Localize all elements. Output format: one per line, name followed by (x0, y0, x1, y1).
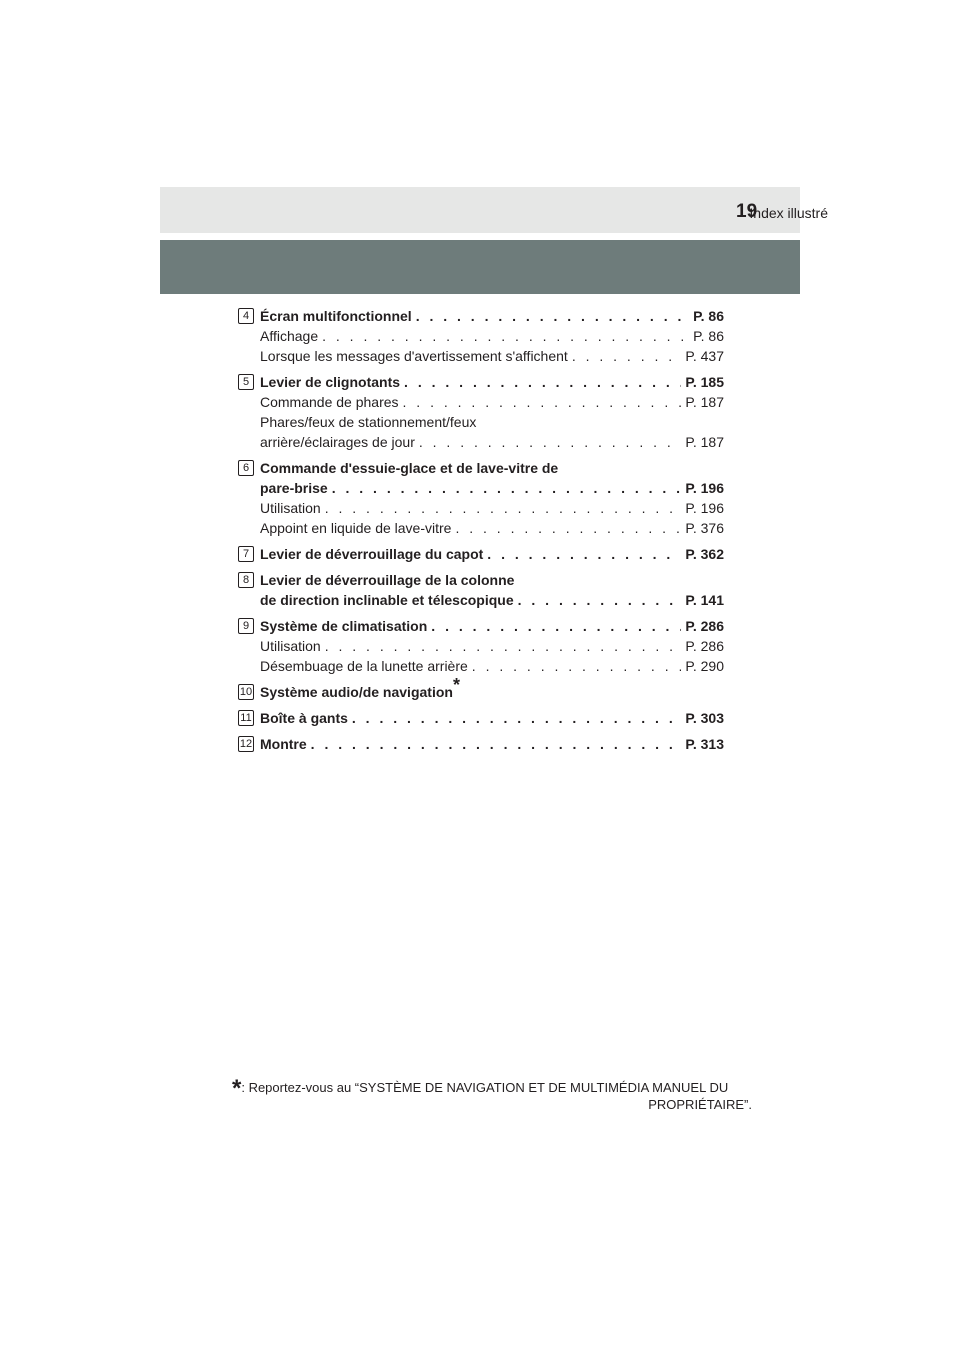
entry-title: Système audio/de navigation (260, 684, 453, 700)
item-number-badge: 5 (238, 374, 254, 390)
item-number-badge: 9 (238, 618, 254, 634)
sub-entry-title: Utilisation (260, 500, 321, 516)
sub-entry-title: Lorsque les messages d'avertissement s'affichent (260, 348, 568, 364)
page-reference: P. 376 (685, 520, 724, 536)
item-number-badge: 10 (239, 686, 253, 698)
index-entry-12 (236, 734, 724, 754)
entry-title: pare-brise (260, 480, 328, 496)
item-number-badge: 8 (238, 572, 254, 588)
index-sub-line[interactable] (260, 326, 724, 346)
index-main-line[interactable] (260, 616, 724, 636)
footnote-text: : Reportez-vous au “SYSTÈME DE NAVIGATION ET DE MULTIMÉDIA MANUEL DU (241, 1080, 729, 1095)
entry-title-line1: Levier de déverrouillage de la colonne (260, 572, 515, 588)
entry-title: Boîte à gants (260, 710, 348, 726)
dot-leader (455, 518, 681, 538)
index-sub-line[interactable] (260, 518, 724, 538)
index-main-line[interactable] (260, 734, 724, 754)
dot-leader (419, 432, 681, 452)
index-main-line[interactable] (260, 544, 724, 564)
page-reference: P. 362 (685, 546, 724, 562)
page-reference: P. 313 (685, 736, 724, 752)
dot-leader (352, 708, 681, 728)
page-reference: P. 86 (693, 328, 724, 344)
index-sub-line[interactable] (260, 636, 724, 656)
dot-leader (472, 656, 682, 676)
page-reference: P. 187 (685, 434, 724, 450)
sub-entry-title: Affichage (260, 328, 319, 344)
footnote-star-icon: * (232, 1075, 242, 1102)
index-entry-8 (236, 570, 724, 610)
page-reference: P. 196 (685, 480, 724, 496)
page-reference: P. 196 (685, 500, 724, 516)
item-number-badge: 12 (239, 738, 253, 750)
index-entry-11 (236, 708, 724, 728)
index-main-line[interactable] (260, 708, 724, 728)
entry-title: Montre (260, 736, 307, 752)
sub-entry-title: arrière/éclairages de jour (260, 434, 415, 450)
page-reference: P. 86 (693, 308, 724, 324)
footnote-star-icon: * (452, 675, 460, 695)
index-main-line[interactable] (260, 478, 724, 498)
index-sub-line[interactable] (260, 432, 724, 452)
index-sub-line[interactable] (260, 346, 724, 366)
dot-leader (404, 372, 681, 392)
entry-title: Système de climatisation (260, 618, 428, 634)
item-number-badge: 7 (238, 546, 254, 562)
page-reference: P. 303 (685, 710, 724, 726)
page-reference: P. 187 (685, 394, 724, 410)
entry-title-line1: Commande d'essuie-glace et de lave-vitre de (260, 460, 559, 476)
dot-leader (325, 498, 682, 518)
header-grey-bar (160, 240, 800, 294)
sub-entry-title: Désembuage de la lunette arrière (260, 658, 468, 674)
entry-title: de direction inclinable et télescopique (260, 592, 514, 608)
index-list (236, 306, 724, 760)
dot-leader (431, 616, 681, 636)
page-reference: P. 185 (685, 374, 724, 390)
index-main-line[interactable] (260, 306, 724, 326)
dot-leader (332, 478, 682, 498)
sub-entry-title: Appoint en liquide de lave-vitre (260, 520, 452, 536)
page-reference: P. 286 (685, 638, 724, 654)
index-main-line[interactable] (260, 372, 724, 392)
index-sub-line[interactable] (260, 656, 724, 676)
page-reference: P. 286 (685, 618, 724, 634)
page-reference: P. 437 (685, 348, 724, 364)
sub-entry-title-line1: Phares/feux de stationnement/feux (260, 414, 477, 430)
footnote-line1 (232, 1075, 752, 1102)
item-number-badge: 4 (238, 308, 254, 324)
index-sub-line[interactable] (260, 392, 724, 412)
sub-entry-title: Utilisation (260, 638, 321, 654)
index-main-line[interactable] (260, 675, 724, 702)
dot-leader (311, 734, 682, 754)
section-title: Index illustré (749, 205, 828, 221)
entry-title: Levier de déverrouillage du capot (260, 546, 484, 562)
entry-title: Levier de clignotants (260, 374, 401, 390)
footnote-line2: PROPRIÉTAIRE”. (648, 1097, 752, 1112)
index-entry-5 (236, 372, 724, 452)
index-entry-4 (236, 306, 724, 366)
page-number: 19 (736, 201, 758, 222)
item-number-badge: 11 (238, 710, 254, 726)
item-number-badge: 6 (238, 460, 254, 476)
index-entry-7 (236, 544, 724, 564)
index-entry-6 (236, 458, 724, 538)
dot-leader (403, 392, 682, 412)
index-entry-10 (236, 675, 724, 702)
entry-title: Écran multifonctionnel (260, 308, 412, 324)
page-reference: P. 290 (685, 658, 724, 674)
index-sub-line[interactable] (260, 498, 724, 518)
dot-leader (322, 326, 689, 346)
footnote (232, 1075, 752, 1113)
index-main-line[interactable] (260, 590, 724, 610)
sub-entry-title: Commande de phares (260, 394, 399, 410)
dot-leader (416, 306, 689, 326)
dot-leader (325, 636, 682, 656)
page-reference: P. 141 (685, 592, 724, 608)
header-band (160, 187, 800, 233)
dot-leader (487, 544, 681, 564)
index-entry-9 (236, 616, 724, 676)
dot-leader (572, 346, 682, 366)
dot-leader (518, 590, 682, 610)
